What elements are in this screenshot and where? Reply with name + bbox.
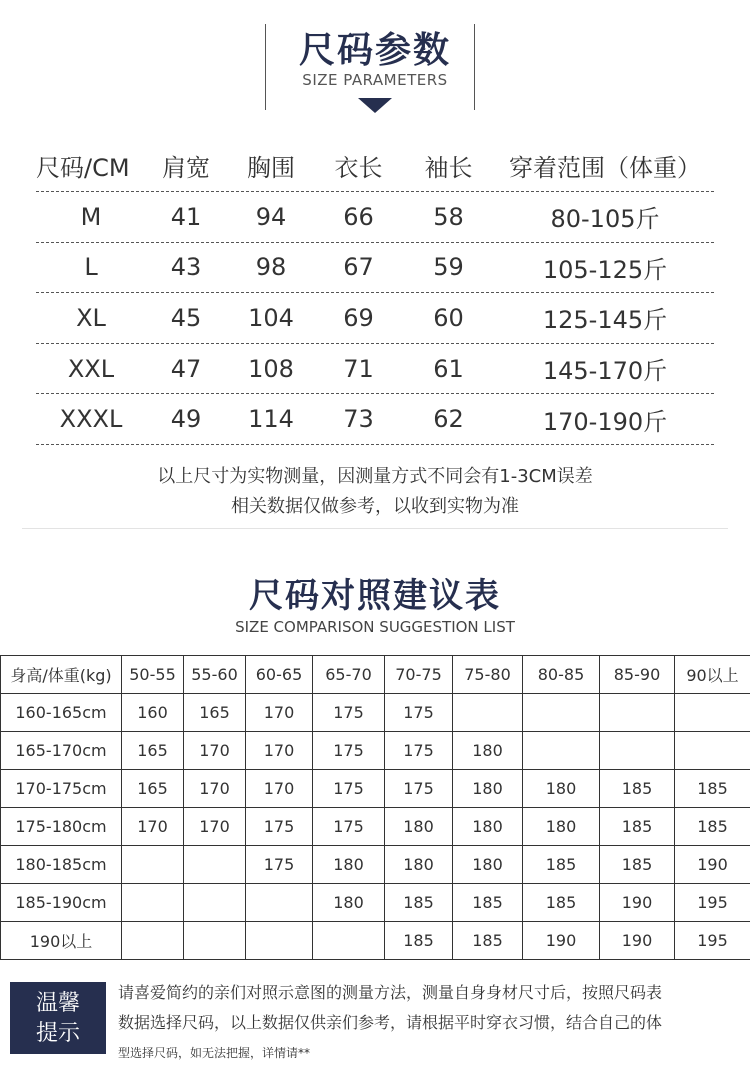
table-cell: 185 [600,846,675,884]
table-cell: 175 [246,846,313,884]
table-cell [184,846,246,884]
header-cell: 50-55 [122,656,184,694]
table-header-row [36,140,714,192]
down-triangle-icon [358,98,392,113]
tip-text [118,978,742,1068]
table-cell: 170 [246,732,313,770]
table-cell: 185 [385,922,453,960]
header-cell: 衣长 [334,154,383,182]
table-header-row [1,656,750,694]
table-cell [122,846,184,884]
height-cell: 170-175cm [1,770,122,808]
table-cell: 125-145斤 [542,306,668,335]
table-cell: 195 [675,922,750,960]
tip-text-line: 请喜爱简约的亲们对照示意图的测量方法，测量自身身材尺寸后，按照尺码表 [118,983,663,1002]
table-cell [600,732,675,770]
table-cell: 170-190斤 [542,407,668,436]
table-cell: 190 [600,922,675,960]
header-cell: 55-60 [184,656,246,694]
table-cell: 170 [246,694,313,732]
header-cell: 65-70 [313,656,385,694]
table-cell: 185 [453,922,523,960]
tip-label-line: 温馨 [35,991,80,1016]
size-cell: XXXL [59,405,123,434]
table-cell: 190 [675,846,750,884]
table-cell: 175 [246,808,313,846]
table-row [1,846,750,884]
table-cell: 180 [453,846,523,884]
table-cell: 98 [255,253,287,282]
table-cell: 185 [675,808,750,846]
table-cell [600,694,675,732]
size-cell: XL [76,303,106,332]
table-cell: 165 [122,732,184,770]
table-cell: 165 [184,694,246,732]
header-cell: 75-80 [453,656,523,694]
table-cell: 60 [433,303,464,332]
height-cell: 185-190cm [1,884,122,922]
table-row [36,344,714,395]
table-cell: 165 [122,770,184,808]
header-cell: 85-90 [600,656,675,694]
table-cell: 160 [122,694,184,732]
table-cell: 180 [313,884,385,922]
tip-label [10,982,106,1054]
table-cell: 175 [385,732,453,770]
table-row [1,808,750,846]
table-cell: 195 [675,884,750,922]
size-comparison-subtitle: SIZE COMPARISON SUGGESTION LIST [235,618,515,636]
table-cell: 58 [433,202,464,231]
table-cell: 175 [313,808,385,846]
table-cell: 180 [385,846,453,884]
table-row [1,884,750,922]
header-cell: 80-85 [523,656,600,694]
table-cell: 175 [313,732,385,770]
header-cell: 身高/体重(kg) [1,656,122,694]
table-cell: 105-125斤 [542,255,668,284]
table-cell: 180 [523,808,600,846]
table-cell: 104 [248,303,294,332]
table-cell: 180 [453,808,523,846]
size-parameters-subtitle: SIZE PARAMETERS [302,71,448,89]
table-cell: 180 [453,770,523,808]
table-row [1,922,750,960]
table-cell: 170 [122,808,184,846]
table-cell: 180 [313,846,385,884]
table-cell: 45 [170,303,202,332]
size-parameters-table [36,140,714,445]
table-cell: 47 [170,354,202,383]
header-cell: 穿着范围（体重） [509,154,701,182]
table-cell: 59 [433,253,464,282]
height-cell: 190以上 [1,922,122,960]
table-cell [313,922,385,960]
table-cell: 185 [675,770,750,808]
table-cell [523,694,600,732]
table-cell: 49 [170,405,202,434]
section-divider [22,528,728,529]
table-cell [122,922,184,960]
table-row [36,394,714,445]
table-cell: 62 [433,405,464,434]
table-row [36,192,714,243]
header-cell: 胸围 [247,154,295,182]
table-cell: 94 [255,202,287,231]
table-row [1,694,750,732]
table-cell: 170 [184,808,246,846]
table-cell: 66 [343,202,374,231]
table-cell: 185 [385,884,453,922]
table-cell: 175 [313,770,385,808]
table-cell: 71 [343,354,374,383]
table-cell [675,694,750,732]
header-cell: 70-75 [385,656,453,694]
tip-label-line: 提示 [35,1021,80,1046]
table-cell [523,732,600,770]
size-cell: XXL [67,354,115,383]
table-row [36,293,714,344]
table-cell [122,884,184,922]
table-cell: 185 [523,846,600,884]
table-cell: 43 [170,253,202,282]
height-cell: 180-185cm [1,846,122,884]
table-cell: 185 [600,770,675,808]
table-cell: 114 [248,405,294,434]
header-cell: 尺码/CM [36,154,130,182]
size-parameters-title: 尺码参数 [298,30,451,71]
table-cell: 73 [343,405,374,434]
table-cell: 185 [523,884,600,922]
table-cell: 175 [385,770,453,808]
table-cell: 145-170斤 [542,357,668,386]
table-cell [453,694,523,732]
size-cell: L [84,253,98,282]
size-cell: M [80,202,102,231]
table-cell: 185 [453,884,523,922]
table-cell: 67 [343,253,374,282]
table-cell: 180 [523,770,600,808]
table-cell: 175 [385,694,453,732]
size-parameters-header [0,0,750,120]
tip-text-line: 数据选择尺码，以上数据仅供亲们参考，请根据平时穿衣习惯，结合自己的体 [118,1013,663,1032]
height-cell: 175-180cm [1,808,122,846]
table-cell [246,922,313,960]
reference-note: 相关数据仅做参考，以收到实物为准 [231,496,519,517]
table-row [1,770,750,808]
header-cell: 90以上 [675,656,750,694]
size-comparison-title: 尺码对照建议表 [249,576,501,616]
table-cell [184,922,246,960]
header-cell: 60-65 [246,656,313,694]
header-cell: 袖长 [424,154,473,182]
header-cell: 肩宽 [162,154,210,182]
table-cell: 61 [433,354,464,383]
table-cell: 41 [170,202,202,231]
table-cell: 185 [600,808,675,846]
table-cell: 180 [453,732,523,770]
table-cell: 69 [343,303,374,332]
table-cell [675,732,750,770]
table-cell: 108 [248,354,294,383]
table-cell: 170 [184,770,246,808]
table-cell [184,884,246,922]
table-cell: 175 [313,694,385,732]
table-cell: 190 [600,884,675,922]
table-cell: 170 [246,770,313,808]
table-row [1,732,750,770]
table-cell: 180 [385,808,453,846]
height-cell: 160-165cm [1,694,122,732]
measurement-note: 以上尺寸为实物测量，因测量方式不同会有1-3CM误差 [157,466,593,487]
size-comparison-table [0,655,750,960]
tip-text-line: 型选择尺码，如无法把握，详情请** [118,1046,311,1060]
table-cell: 80-105斤 [550,205,660,234]
table-cell: 170 [184,732,246,770]
height-cell: 165-170cm [1,732,122,770]
table-row [36,243,714,294]
table-cell [246,884,313,922]
table-cell: 190 [523,922,600,960]
